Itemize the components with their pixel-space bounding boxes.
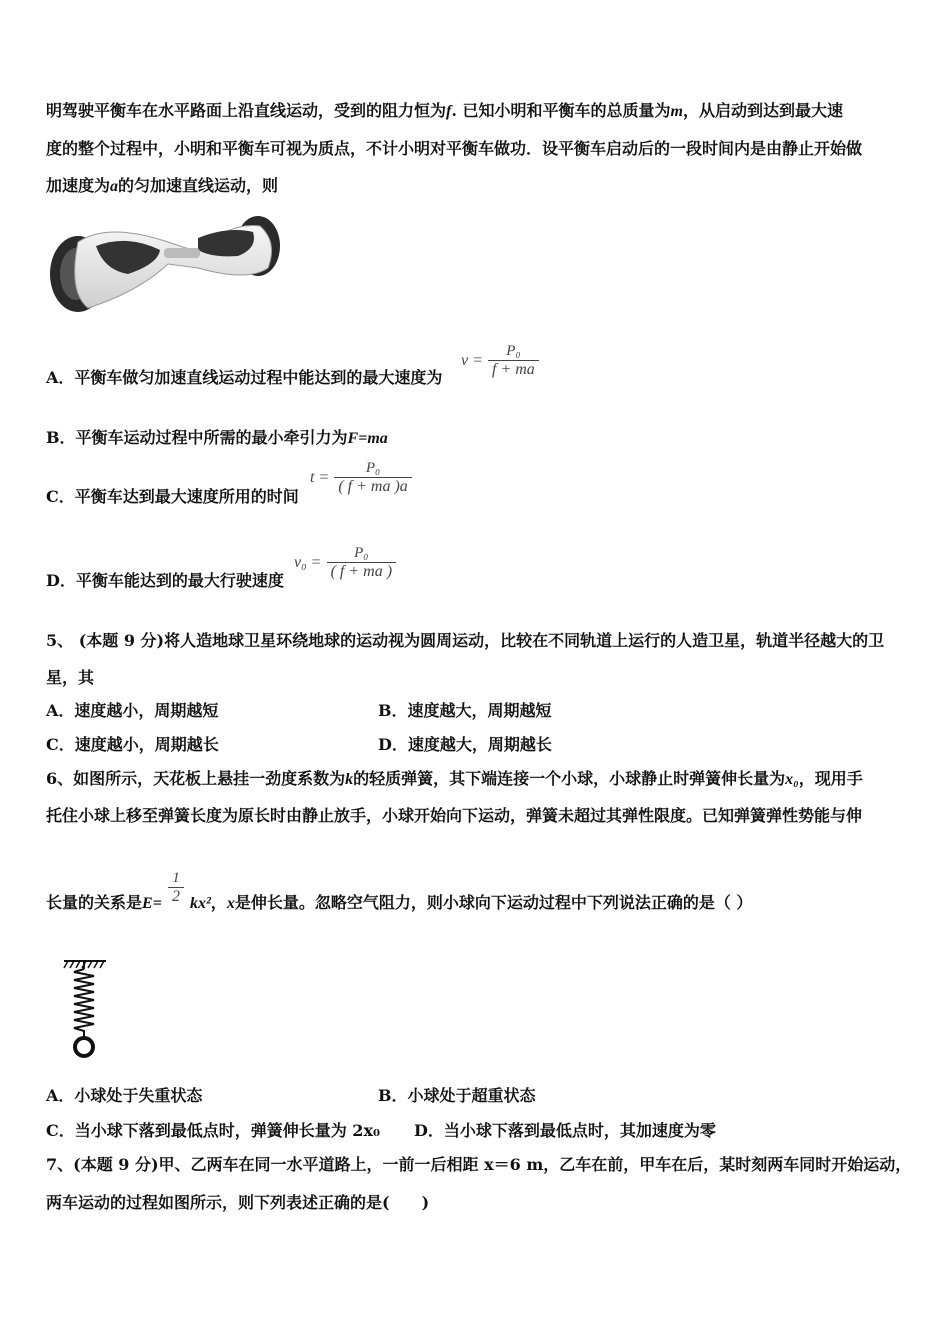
option-label: D．平衡车能达到的最大行驶速度	[46, 571, 284, 590]
option-label: B．平衡车运动过程中所需的最小牵引力为	[46, 428, 348, 447]
formula-4a	[461, 343, 539, 379]
option-4d	[46, 571, 284, 591]
text: 的匀加速直线运动，则	[118, 176, 279, 195]
var-k: k	[345, 771, 354, 788]
denominator: f + ma	[488, 360, 539, 379]
option-6a: A．小球处于失重状态	[46, 1086, 203, 1105]
option-5a: A．速度越小，周期越短	[46, 701, 219, 720]
fraction	[168, 870, 184, 906]
text: 明驾驶平衡车在水平路面上沿直线运动，受到的阻力恒为	[46, 101, 447, 120]
option-5c: C．速度越小，周期越长	[46, 735, 219, 754]
q6-line-2: 托住小球上移至弹簧长度为原长时由静止放手，小球开始向下运动，弹簧未超过其弹性限度。已知弹簧弹性势能与伸	[46, 806, 863, 825]
formula-4d	[294, 545, 396, 581]
option-label: C．平衡车达到最大速度所用的时间	[46, 487, 299, 506]
fraction	[327, 545, 396, 581]
option-6c: C．当小球下落到最低点时，弹簧伸长量为 2x₀	[46, 1121, 380, 1140]
var-E: E=	[142, 895, 162, 912]
formula-lhs: v₀ =	[294, 554, 322, 571]
fraction	[488, 343, 539, 379]
denominator: ( f + ma )	[327, 562, 396, 581]
intro-line-2: 度的整个过程中，小明和平衡车可视为质点，不计小明对平衡车做功．设平衡车启动后的一段时间内是由静止开始做	[46, 139, 863, 158]
numerator: P₀	[506, 343, 521, 359]
spring-figure	[62, 955, 110, 1060]
var-f: f	[446, 103, 452, 120]
formula-lhs: t =	[310, 469, 330, 486]
q7-line-2: 两车运动的过程如图所示，则下列表述正确的是( )	[46, 1193, 430, 1212]
text: 6、如图所示，天花板上悬挂一劲度系数为	[46, 769, 346, 788]
option-5d: D．速度越大，周期越长	[378, 735, 552, 754]
text: 的轻质弹簧，其下端连接一个小球，小球静止时弹簧伸长量为	[353, 769, 786, 788]
text: ，从启动到达到最大速	[682, 101, 843, 120]
text: . 已知小明和平衡车的总质量为	[451, 101, 671, 120]
var-m: m	[670, 103, 683, 120]
option-5b: B．速度越大，周期越短	[378, 701, 552, 720]
numerator: P₀	[365, 460, 381, 476]
var-x0: x₀	[785, 771, 799, 788]
text: 是伸长量。忽略空气阻力，则小球向下运动过程中下列说法正确的是（ ）	[234, 893, 753, 912]
intro-line-1	[46, 101, 843, 122]
numerator: P₀	[354, 545, 369, 561]
fraction	[334, 460, 411, 496]
q6-line-3-rest	[190, 893, 752, 914]
formula-lhs: v =	[461, 352, 483, 369]
intro-line-3	[46, 176, 278, 197]
formula-kx2: kx²	[190, 895, 211, 912]
denominator: ( f + ma )a	[334, 477, 411, 496]
option-6d: D．当小球下落到最低点时，其加速度为零	[414, 1121, 716, 1140]
text: 长量的关系是	[46, 893, 143, 912]
formula-4c	[310, 460, 412, 496]
option-label: A．平衡车做匀加速直线运动过程中能达到的最大速度为	[46, 368, 443, 387]
q5-line-2: 星，其	[46, 668, 95, 687]
text: 加速度为	[46, 176, 111, 195]
option-4c	[46, 487, 299, 507]
numerator: 1	[172, 870, 180, 886]
half-fraction	[168, 870, 184, 906]
hoverboard-image	[48, 212, 284, 316]
denominator: 2	[168, 887, 184, 906]
text: ，现用手	[798, 769, 863, 788]
var-a: a	[110, 178, 119, 195]
q6-line-3	[46, 893, 162, 914]
var-x: x	[226, 895, 235, 912]
q6-line-1	[46, 769, 863, 790]
text: ，	[210, 893, 227, 912]
q5-line-1: 5、 (本题 9 分)将人造地球卫星环绕地球的运动视为圆周运动，比较在不同轨道上运行的人造卫星，轨道半径越大的卫	[46, 631, 885, 650]
option-6b: B．小球处于超重状态	[378, 1086, 536, 1105]
option-4b	[46, 428, 388, 449]
formula-4b: F=ma	[347, 430, 388, 447]
option-4a	[46, 368, 442, 388]
q7-line-1: 7、(本题 9 分)甲、乙两车在同一水平道路上，一前一后相距 x＝6 m，乙车在前，甲车在后，某时刻两车同时开始运动，	[46, 1155, 912, 1174]
